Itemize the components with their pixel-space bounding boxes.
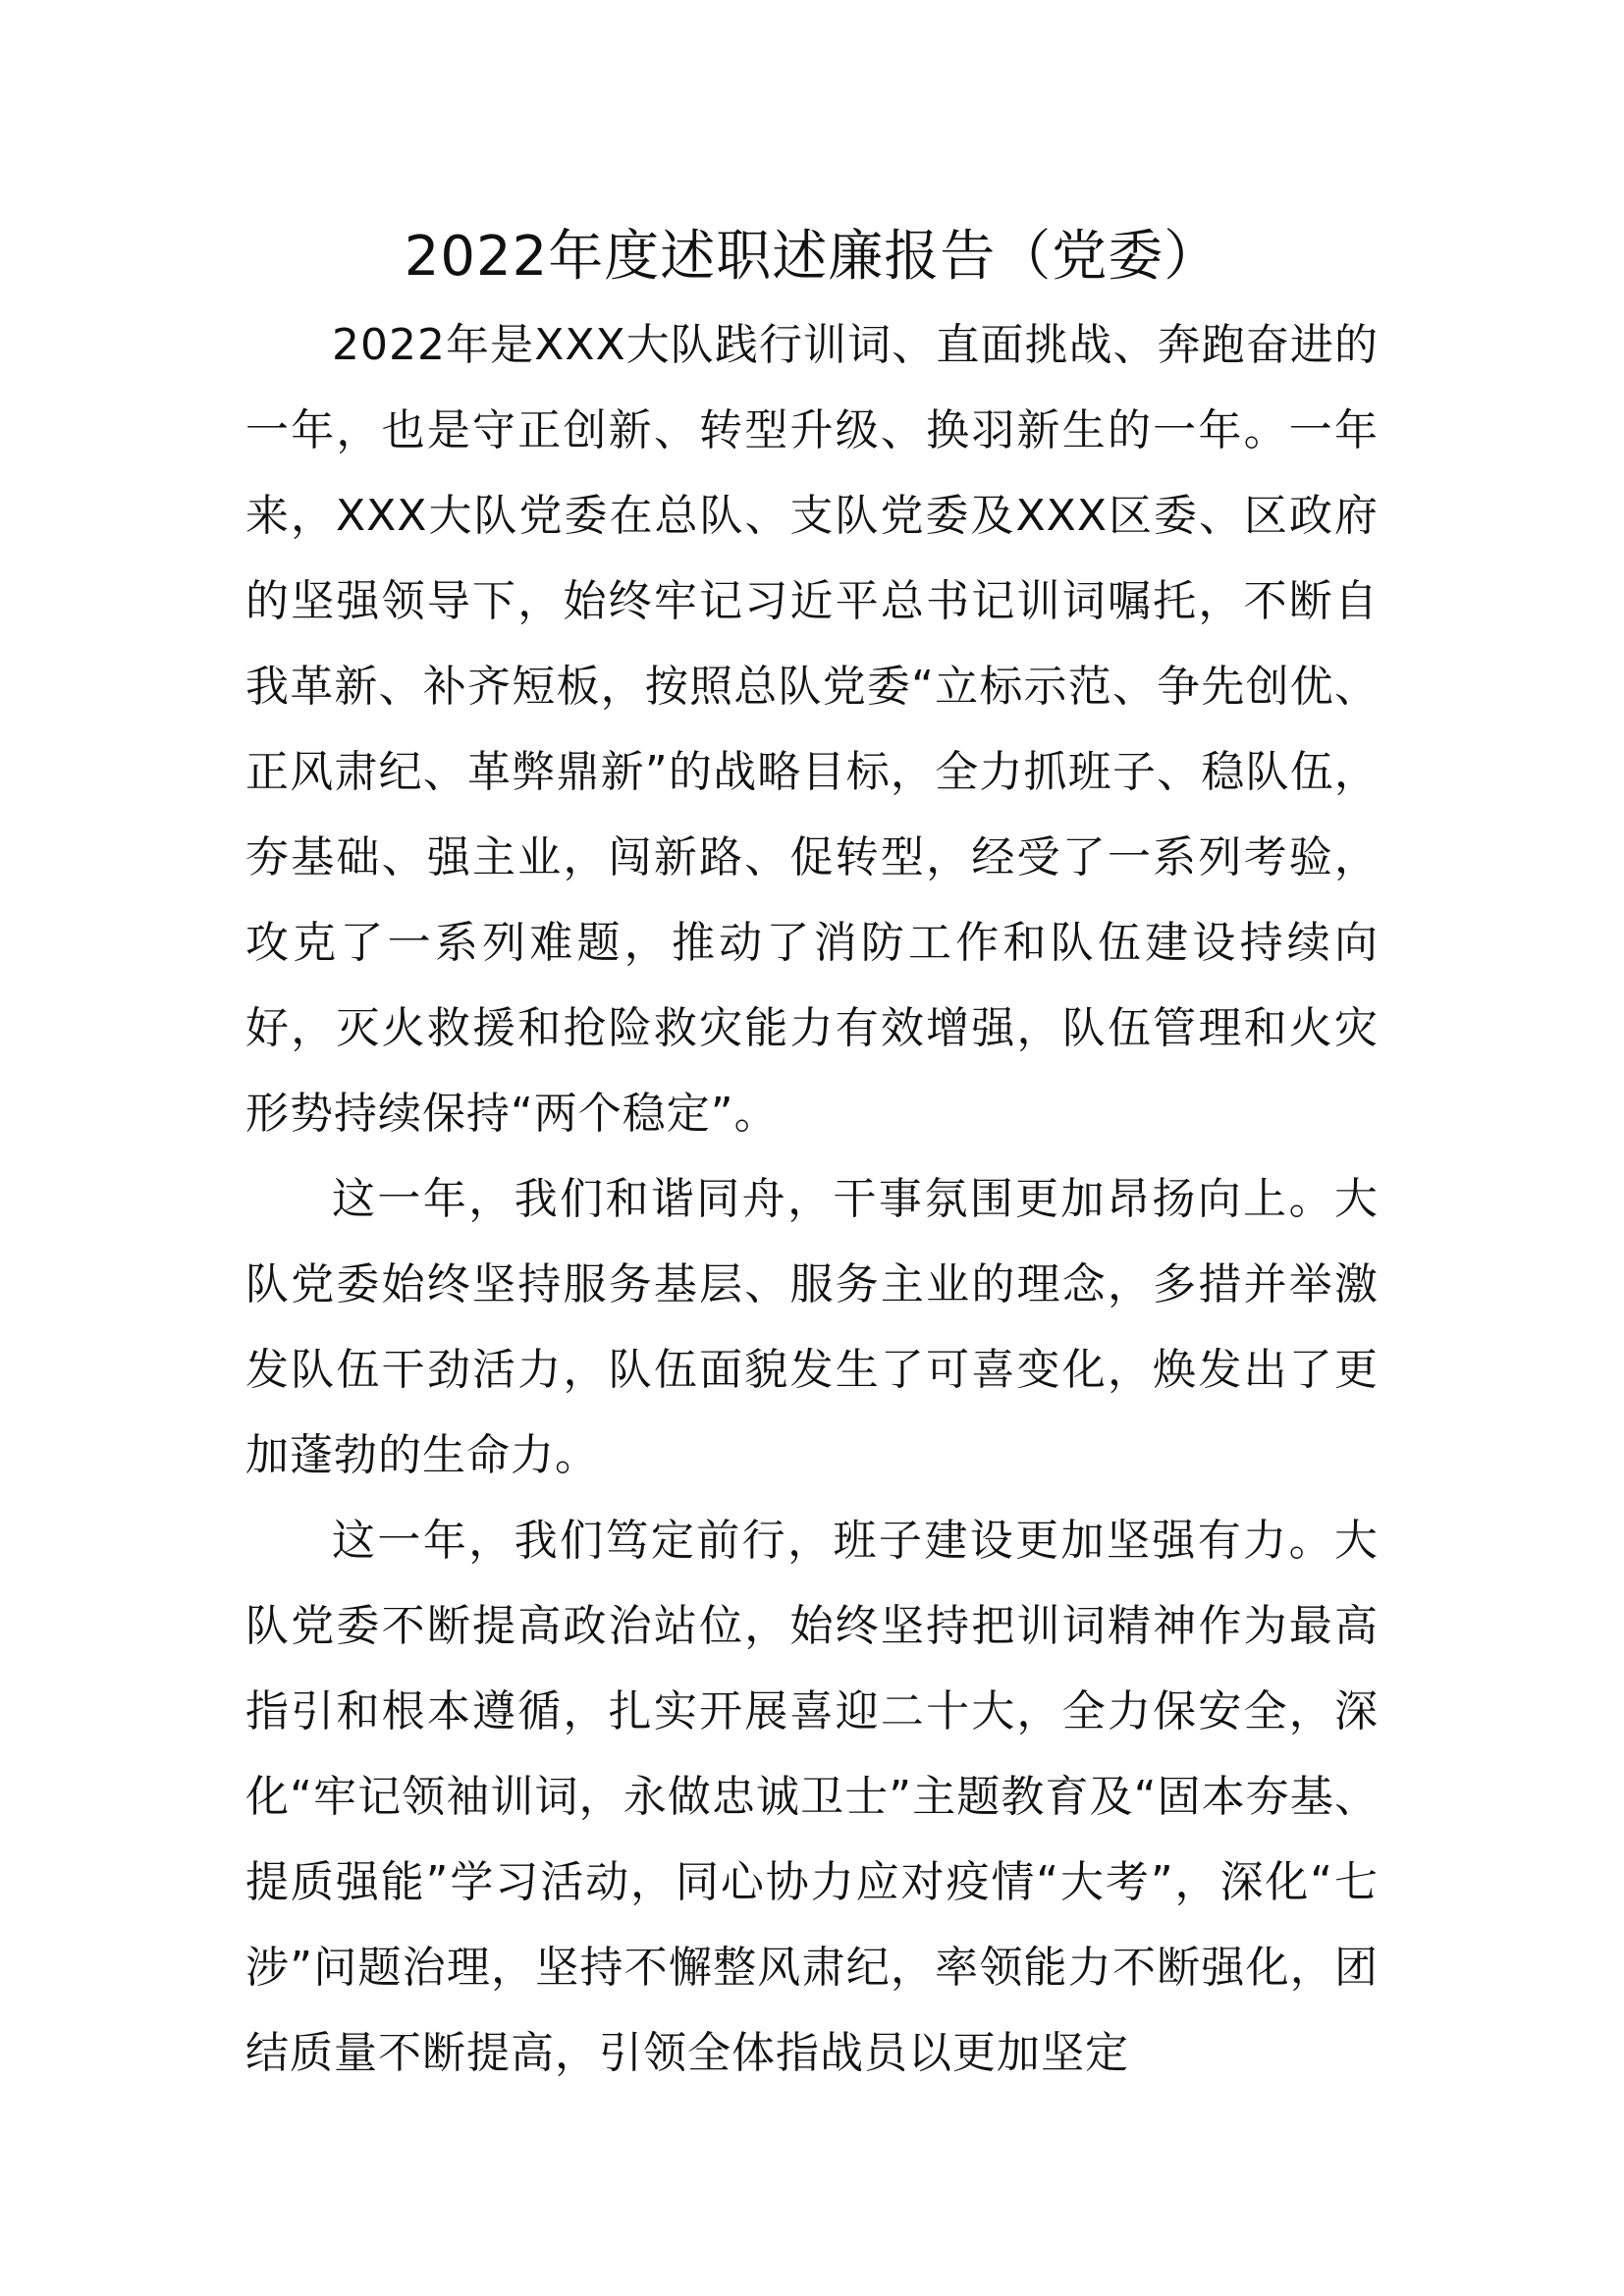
document-title: 2022年度述职述廉报告（党委） (404, 225, 1220, 289)
paragraph-2: 这一年，我们和谐同舟，干事氛围更加昂扬向上。大队党委始终坚持服务基层、服务主业的理念，多措并举激发队伍干劲活力，队伍面貌发生了可喜变化，焕发出了更加蓬勃的生命力。 (245, 1174, 1379, 1480)
paragraph-3: 这一年，我们笃定前行，班子建设更加坚强有力。大队党委不断提高政治站位，始终坚持把训词精神作为最高指引和根本遵循，扎实开展喜迎二十大，全力保安全，深化“牢记领袖训词，永做忠诚卫士”主题教育及“固本夯基、提质强能”学习活动，同心协力应对疫情“大考”，深化“七涉”问题治理，坚持不懈整风肃纪，率领能力不断强化，团结质量不断提高，引领全体指战员以更加坚定 (245, 1516, 1379, 2078)
paragraph-1: 2022年是XXX大队践行训词、直面挑战、奔跑奋进的一年，也是守正创新、转型升级、换羽新生的一年。一年来，XXX大队党委在总队、支队党委及XXX区委、区政府的坚强领导下，始终牢记习近平总书记训词嘱托，不断自我革新、补齐短板，按照总队党委“立标示范、争先创优、正风肃纪、革弊鼎新”的战略目标，全力抓班子、稳队伍，夯基础、强主业，闯新路、促转型，经受了一系列考验，攻克了一系列难题，推动了消防工作和队伍建设持续向好，灭火救援和抢险救灾能力有效增强，队伍管理和火灾形势持续保持“两个稳定”。 (245, 320, 1379, 1139)
document-body (245, 302, 1379, 2096)
